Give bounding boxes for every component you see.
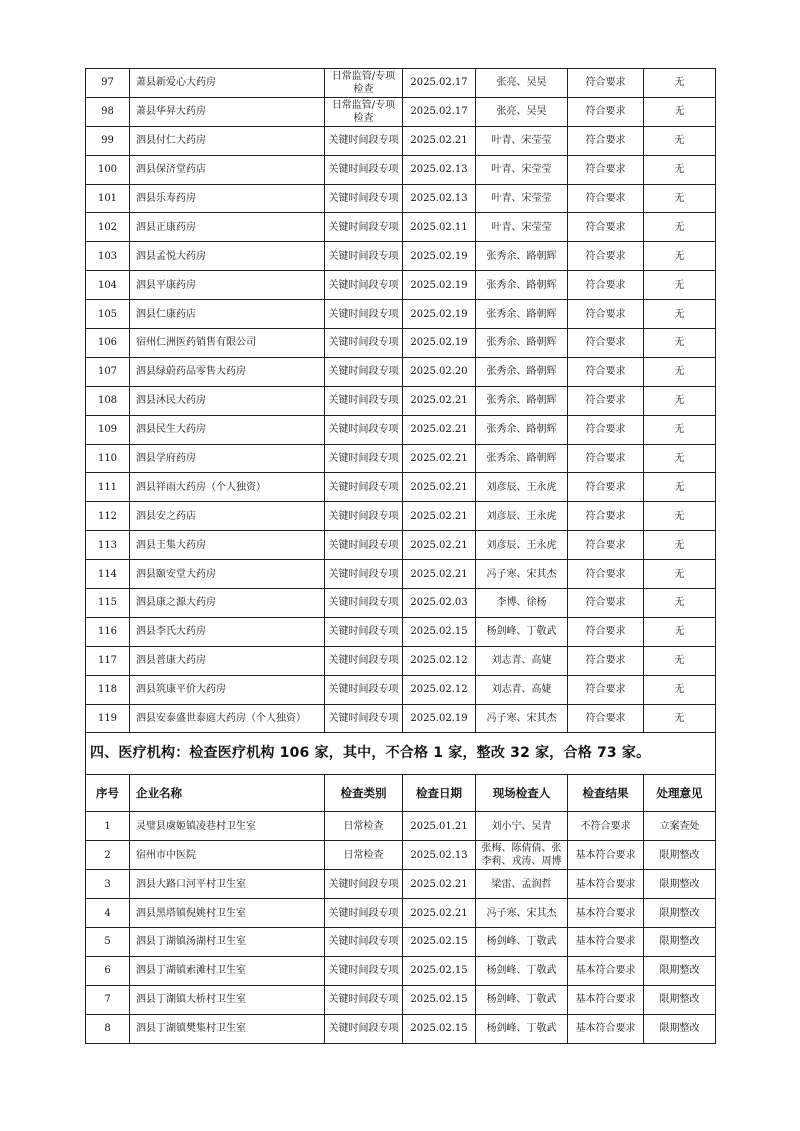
cell-inspectors: 张秀余、路朝辉: [476, 242, 568, 271]
cell-name: 泗县孟悦大药房: [130, 242, 325, 271]
cell-result: 符合要求: [568, 415, 644, 444]
cell-result: 符合要求: [568, 271, 644, 300]
cell-inspectors: 叶青、宋莹莹: [476, 126, 568, 155]
cell-name: 泗县绿蔚药品零售大药房: [130, 357, 325, 386]
header-name: 企业名称: [130, 775, 325, 812]
cell-date: 2025.02.12: [403, 675, 476, 704]
cell-name: 泗县民生大药房: [130, 415, 325, 444]
cell-date: 2025.02.03: [403, 589, 476, 618]
table-row: [86, 617, 716, 646]
cell-inspectors: 叶青、宋莹莹: [476, 213, 568, 242]
cell-name: 泗县仁康药店: [130, 300, 325, 329]
cell-date: 2025.02.17: [403, 97, 476, 126]
table-row: [86, 300, 716, 329]
cell-no: 98: [86, 97, 130, 126]
cell-result: 符合要求: [568, 69, 644, 98]
cell-date: 2025.02.15: [403, 928, 476, 957]
table-row: [86, 126, 716, 155]
cell-inspectors: 刘小宁、吴青: [476, 812, 568, 841]
cell-no: 4: [86, 899, 130, 928]
cell-action: 无: [644, 184, 716, 213]
cell-type: 关键时间段专项: [325, 704, 403, 733]
cell-inspectors: 冯子寒、宋其杰: [476, 704, 568, 733]
cell-action: 限期整改: [644, 899, 716, 928]
cell-action: 无: [644, 357, 716, 386]
cell-result: 基本符合要求: [568, 899, 644, 928]
cell-type: 关键时间段专项: [325, 329, 403, 358]
cell-no: 107: [86, 357, 130, 386]
cell-date: 2025.02.21: [403, 386, 476, 415]
cell-inspectors: 刘志青、高婕: [476, 675, 568, 704]
cell-inspectors: 刘彦辰、王永虎: [476, 531, 568, 560]
cell-result: 符合要求: [568, 213, 644, 242]
cell-result: 符合要求: [568, 646, 644, 675]
cell-name: 萧县华昇大药房: [130, 97, 325, 126]
cell-date: 2025.02.15: [403, 956, 476, 985]
cell-name: 泗县丁湖镇汤湖村卫生室: [130, 928, 325, 957]
cell-result: 基本符合要求: [568, 928, 644, 957]
cell-type: 关键时间段专项: [325, 386, 403, 415]
cell-no: 110: [86, 444, 130, 473]
cell-no: 111: [86, 473, 130, 502]
cell-date: 2025.02.21: [403, 531, 476, 560]
cell-inspectors: 张亮、吴昊: [476, 69, 568, 98]
cell-result: 基本符合要求: [568, 1014, 644, 1043]
cell-result: 基本符合要求: [568, 956, 644, 985]
cell-action: 无: [644, 704, 716, 733]
cell-action: 无: [644, 271, 716, 300]
cell-action: 限期整改: [644, 928, 716, 957]
cell-date: 2025.02.11: [403, 213, 476, 242]
cell-name: 泗县付仁大药房: [130, 126, 325, 155]
cell-result: 基本符合要求: [568, 870, 644, 899]
cell-inspectors: 杨剑峰、丁敬武: [476, 1014, 568, 1043]
cell-result: 符合要求: [568, 704, 644, 733]
table-row: [86, 415, 716, 444]
cell-no: 2: [86, 841, 130, 870]
cell-result: 符合要求: [568, 97, 644, 126]
cell-name: 泗县乐寿药房: [130, 184, 325, 213]
table-row: [86, 560, 716, 589]
cell-action: 无: [644, 646, 716, 675]
table-row: [86, 1014, 716, 1043]
cell-date: 2025.02.15: [403, 1014, 476, 1043]
cell-date: 2025.02.21: [403, 899, 476, 928]
cell-inspectors: 张秀余、路朝辉: [476, 415, 568, 444]
cell-inspectors: 张亮、吴昊: [476, 97, 568, 126]
cell-inspectors: 刘志青、高婕: [476, 646, 568, 675]
cell-result: 符合要求: [568, 560, 644, 589]
cell-name: 泗县丁湖镇索滩村卫生室: [130, 956, 325, 985]
cell-type: 关键时间段专项: [325, 617, 403, 646]
cell-inspectors: 张秀余、路朝辉: [476, 386, 568, 415]
cell-name: 泗县祥雨大药房（个人独资）: [130, 473, 325, 502]
cell-inspectors: 杨剑峰、丁敬武: [476, 956, 568, 985]
cell-date: 2025.01.21: [403, 812, 476, 841]
cell-action: 无: [644, 473, 716, 502]
cell-action: 无: [644, 502, 716, 531]
cell-action: 无: [644, 560, 716, 589]
cell-type: 日常检查: [325, 841, 403, 870]
cell-date: 2025.02.19: [403, 329, 476, 358]
cell-no: 8: [86, 1014, 130, 1043]
cell-action: 无: [644, 531, 716, 560]
cell-name: 泗县安之药店: [130, 502, 325, 531]
cell-type: 关键时间段专项: [325, 444, 403, 473]
table-row: [86, 646, 716, 675]
cell-inspectors: 张秀余、路朝辉: [476, 444, 568, 473]
cell-action: 无: [644, 617, 716, 646]
table-row: [86, 899, 716, 928]
cell-inspectors: 冯子寒、宋其杰: [476, 899, 568, 928]
cell-no: 113: [86, 531, 130, 560]
cell-type: 关键时间段专项: [325, 184, 403, 213]
cell-no: 1: [86, 812, 130, 841]
table-row: [86, 956, 716, 985]
medical-section: [86, 733, 716, 812]
cell-action: 无: [644, 242, 716, 271]
inspection-table: [85, 68, 716, 1044]
cell-inspectors: 张秀余、路朝辉: [476, 271, 568, 300]
cell-date: 2025.02.21: [403, 473, 476, 502]
cell-date: 2025.02.19: [403, 300, 476, 329]
cell-no: 109: [86, 415, 130, 444]
cell-action: 无: [644, 675, 716, 704]
table-row: [86, 242, 716, 271]
cell-name: 宿州市中医院: [130, 841, 325, 870]
cell-date: 2025.02.19: [403, 242, 476, 271]
cell-date: 2025.02.21: [403, 870, 476, 899]
cell-date: 2025.02.21: [403, 502, 476, 531]
cell-name: 泗县黑塔镇倪姚村卫生室: [130, 899, 325, 928]
header-row: [86, 775, 716, 812]
cell-action: 立案查处: [644, 812, 716, 841]
cell-type: 关键时间段专项: [325, 300, 403, 329]
header-no: 序号: [86, 775, 130, 812]
cell-type: 关键时间段专项: [325, 589, 403, 618]
table-row: [86, 985, 716, 1014]
cell-name: 泗县李氏大药房: [130, 617, 325, 646]
header-result: 检查结果: [568, 775, 644, 812]
cell-type: 关键时间段专项: [325, 271, 403, 300]
cell-result: 符合要求: [568, 300, 644, 329]
cell-action: 限期整改: [644, 956, 716, 985]
cell-type: 关键时间段专项: [325, 899, 403, 928]
cell-type: 关键时间段专项: [325, 870, 403, 899]
header-type: 检查类别: [325, 775, 403, 812]
cell-action: 无: [644, 126, 716, 155]
cell-type: 关键时间段专项: [325, 956, 403, 985]
cell-date: 2025.02.15: [403, 617, 476, 646]
header-action: 处理意见: [644, 775, 716, 812]
cell-date: 2025.02.20: [403, 357, 476, 386]
medical-rows: [86, 812, 716, 1043]
cell-no: 105: [86, 300, 130, 329]
cell-name: 泗县安泰盛世泰庭大药房（个人独资）: [130, 704, 325, 733]
cell-result: 符合要求: [568, 531, 644, 560]
cell-no: 112: [86, 502, 130, 531]
cell-no: 116: [86, 617, 130, 646]
cell-name: 泗县丁湖镇大桥村卫生室: [130, 985, 325, 1014]
cell-date: 2025.02.13: [403, 155, 476, 184]
table-row: [86, 928, 716, 957]
cell-name: 泗县正康药房: [130, 213, 325, 242]
cell-type: 关键时间段专项: [325, 242, 403, 271]
cell-name: 泗县平康药房: [130, 271, 325, 300]
cell-date: 2025.02.17: [403, 69, 476, 98]
table-row: [86, 870, 716, 899]
cell-inspectors: 冯子寒、宋其杰: [476, 560, 568, 589]
cell-no: 102: [86, 213, 130, 242]
cell-no: 117: [86, 646, 130, 675]
cell-no: 3: [86, 870, 130, 899]
cell-action: 无: [644, 329, 716, 358]
cell-action: 无: [644, 415, 716, 444]
header-date: 检查日期: [403, 775, 476, 812]
cell-type: 关键时间段专项: [325, 213, 403, 242]
cell-result: 符合要求: [568, 675, 644, 704]
table-row: [86, 69, 716, 98]
cell-result: 基本符合要求: [568, 841, 644, 870]
cell-date: 2025.02.13: [403, 184, 476, 213]
cell-inspectors: 张梅、陈倩倩、张李莉、戎涛、周博: [476, 841, 568, 870]
cell-type: 关键时间段专项: [325, 560, 403, 589]
cell-date: 2025.02.19: [403, 704, 476, 733]
cell-date: 2025.02.13: [403, 841, 476, 870]
cell-name: 泗县康之源大药房: [130, 589, 325, 618]
cell-result: 符合要求: [568, 242, 644, 271]
cell-no: 103: [86, 242, 130, 271]
cell-date: 2025.02.12: [403, 646, 476, 675]
cell-result: 符合要求: [568, 357, 644, 386]
cell-inspectors: 杨剑峰、丁敬武: [476, 985, 568, 1014]
cell-no: 100: [86, 155, 130, 184]
cell-result: 符合要求: [568, 473, 644, 502]
cell-action: 无: [644, 97, 716, 126]
table-row: [86, 531, 716, 560]
table-row: [86, 473, 716, 502]
cell-result: 符合要求: [568, 617, 644, 646]
cell-no: 115: [86, 589, 130, 618]
cell-no: 99: [86, 126, 130, 155]
cell-name: 萧县新爱心大药房: [130, 69, 325, 98]
table-row: [86, 812, 716, 841]
header-inspectors: 现场检查人: [476, 775, 568, 812]
cell-action: 限期整改: [644, 985, 716, 1014]
cell-no: 108: [86, 386, 130, 415]
table-row: [86, 213, 716, 242]
table-row: [86, 155, 716, 184]
cell-name: 泗县大路口河平村卫生室: [130, 870, 325, 899]
cell-name: 泗县普康大药房: [130, 646, 325, 675]
cell-type: 关键时间段专项: [325, 646, 403, 675]
cell-action: 无: [644, 155, 716, 184]
cell-action: 无: [644, 386, 716, 415]
cell-name: 泗县丁湖镇樊集村卫生室: [130, 1014, 325, 1043]
cell-type: 关键时间段专项: [325, 1014, 403, 1043]
table-row: [86, 329, 716, 358]
cell-date: 2025.02.21: [403, 444, 476, 473]
table-row: [86, 271, 716, 300]
cell-action: 无: [644, 213, 716, 242]
cell-no: 6: [86, 956, 130, 985]
cell-name: 泗县颐安堂大药房: [130, 560, 325, 589]
cell-action: 无: [644, 444, 716, 473]
table-row: [86, 502, 716, 531]
cell-result: 符合要求: [568, 589, 644, 618]
cell-name: 泗县筑康平价大药房: [130, 675, 325, 704]
cell-name: 宿州仁洲医药销售有限公司: [130, 329, 325, 358]
cell-action: 无: [644, 69, 716, 98]
cell-action: 无: [644, 300, 716, 329]
cell-result: 符合要求: [568, 329, 644, 358]
cell-inspectors: 张秀余、路朝辉: [476, 300, 568, 329]
cell-result: 符合要求: [568, 184, 644, 213]
cell-type: 关键时间段专项: [325, 357, 403, 386]
cell-no: 101: [86, 184, 130, 213]
cell-inspectors: 刘彦辰、王永虎: [476, 473, 568, 502]
cell-inspectors: 李博、徐杨: [476, 589, 568, 618]
cell-result: 符合要求: [568, 386, 644, 415]
cell-type: 关键时间段专项: [325, 675, 403, 704]
cell-name: 泗县王集大药房: [130, 531, 325, 560]
cell-no: 7: [86, 985, 130, 1014]
table-row: [86, 184, 716, 213]
cell-no: 104: [86, 271, 130, 300]
table-row: [86, 97, 716, 126]
cell-type: 关键时间段专项: [325, 928, 403, 957]
cell-inspectors: 张秀余、路朝辉: [476, 329, 568, 358]
cell-date: 2025.02.19: [403, 271, 476, 300]
cell-name: 泗县沐民大药房: [130, 386, 325, 415]
cell-result: 符合要求: [568, 444, 644, 473]
cell-action: 无: [644, 589, 716, 618]
cell-action: 限期整改: [644, 870, 716, 899]
cell-no: 5: [86, 928, 130, 957]
cell-no: 119: [86, 704, 130, 733]
cell-name: 灵璧县虞姬镇凌巷村卫生室: [130, 812, 325, 841]
cell-type: 关键时间段专项: [325, 126, 403, 155]
cell-inspectors: 张秀余、路朝辉: [476, 357, 568, 386]
cell-name: 泗县保济堂药店: [130, 155, 325, 184]
cell-no: 97: [86, 69, 130, 98]
cell-result: 符合要求: [568, 155, 644, 184]
cell-type: 关键时间段专项: [325, 985, 403, 1014]
cell-type: 日常监管/专项检查: [325, 69, 403, 98]
cell-name: 泗县学府药房: [130, 444, 325, 473]
cell-result: 符合要求: [568, 502, 644, 531]
cell-inspectors: 刘彦辰、王永虎: [476, 502, 568, 531]
cell-action: 限期整改: [644, 1014, 716, 1043]
cell-type: 关键时间段专项: [325, 502, 403, 531]
cell-result: 符合要求: [568, 126, 644, 155]
cell-type: 日常检查: [325, 812, 403, 841]
table-row: [86, 675, 716, 704]
cell-action: 限期整改: [644, 841, 716, 870]
cell-inspectors: 叶青、宋莹莹: [476, 155, 568, 184]
cell-inspectors: 杨剑峰、丁敬武: [476, 617, 568, 646]
cell-date: 2025.02.15: [403, 985, 476, 1014]
cell-no: 118: [86, 675, 130, 704]
table-row: [86, 386, 716, 415]
table-row: [86, 589, 716, 618]
table-row: [86, 444, 716, 473]
cell-type: 关键时间段专项: [325, 155, 403, 184]
cell-date: 2025.02.21: [403, 415, 476, 444]
cell-result: 不符合要求: [568, 812, 644, 841]
cell-inspectors: 梁雷、孟润哲: [476, 870, 568, 899]
cell-type: 关键时间段专项: [325, 531, 403, 560]
cell-result: 基本符合要求: [568, 985, 644, 1014]
cell-date: 2025.02.21: [403, 126, 476, 155]
cell-no: 114: [86, 560, 130, 589]
cell-type: 关键时间段专项: [325, 473, 403, 502]
cell-type: 日常监管/专项检查: [325, 97, 403, 126]
cell-inspectors: 叶青、宋莹莹: [476, 184, 568, 213]
section-title: 四、医疗机构：检查医疗机构 106 家，其中，不合格 1 家，整改 32 家，合格 73 家。: [86, 733, 716, 775]
cell-type: 关键时间段专项: [325, 415, 403, 444]
pharmacy-rows: [86, 69, 716, 733]
table-row: [86, 357, 716, 386]
cell-no: 106: [86, 329, 130, 358]
table-row: [86, 841, 716, 870]
table-row: [86, 704, 716, 733]
cell-inspectors: 杨剑峰、丁敬武: [476, 928, 568, 957]
cell-date: 2025.02.21: [403, 560, 476, 589]
section-heading-row: [86, 733, 716, 775]
